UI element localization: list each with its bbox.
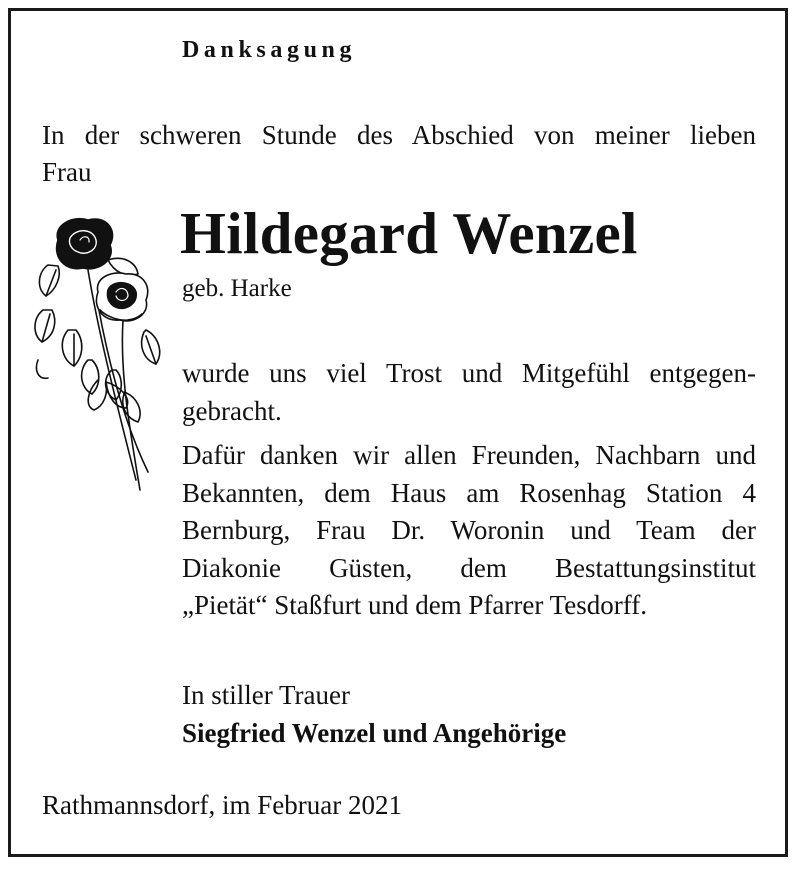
condolence-text bbox=[182, 355, 756, 430]
notice-heading: Danksagung bbox=[182, 37, 357, 63]
condolence-line-1: wurde uns viel Trost und Mitgefühl entgegen- bbox=[182, 358, 756, 388]
condolence-line-2: gebracht. bbox=[182, 395, 282, 426]
thanks-line-3: Bernburg, Frau Dr. Woronin und Team der bbox=[182, 515, 756, 545]
intro-text bbox=[42, 117, 762, 191]
thanks-text bbox=[182, 437, 756, 625]
place-date: Rathmannsdorf, im Februar 2021 bbox=[42, 790, 402, 820]
signer-name: Siegfried Wenzel und Angehörige bbox=[182, 718, 567, 748]
thanks-line-4: Diakonie Güsten, dem Bestattungsinstitut bbox=[182, 552, 756, 583]
closing-block bbox=[182, 676, 566, 752]
intro-line-2: Frau bbox=[42, 157, 92, 187]
thanks-line-1: Dafür danken wir allen Freunden, Nachbarn und bbox=[182, 440, 756, 470]
deceased-name: Hildegard Wenzel bbox=[180, 200, 638, 266]
thanks-line-5: „Pietät“ Staßfurt und dem Pfarrer Tesdorff. bbox=[182, 590, 647, 620]
thanks-line-2: Bekannten, dem Haus am Rosenhag Station 4 bbox=[182, 477, 756, 508]
roses-icon bbox=[28, 210, 168, 500]
maiden-name: geb. Harke bbox=[182, 275, 292, 302]
mourning-phrase: In stiller Trauer bbox=[182, 680, 350, 710]
intro-line-1: In der schweren Stunde des Abschied von meiner lieben bbox=[42, 120, 756, 150]
